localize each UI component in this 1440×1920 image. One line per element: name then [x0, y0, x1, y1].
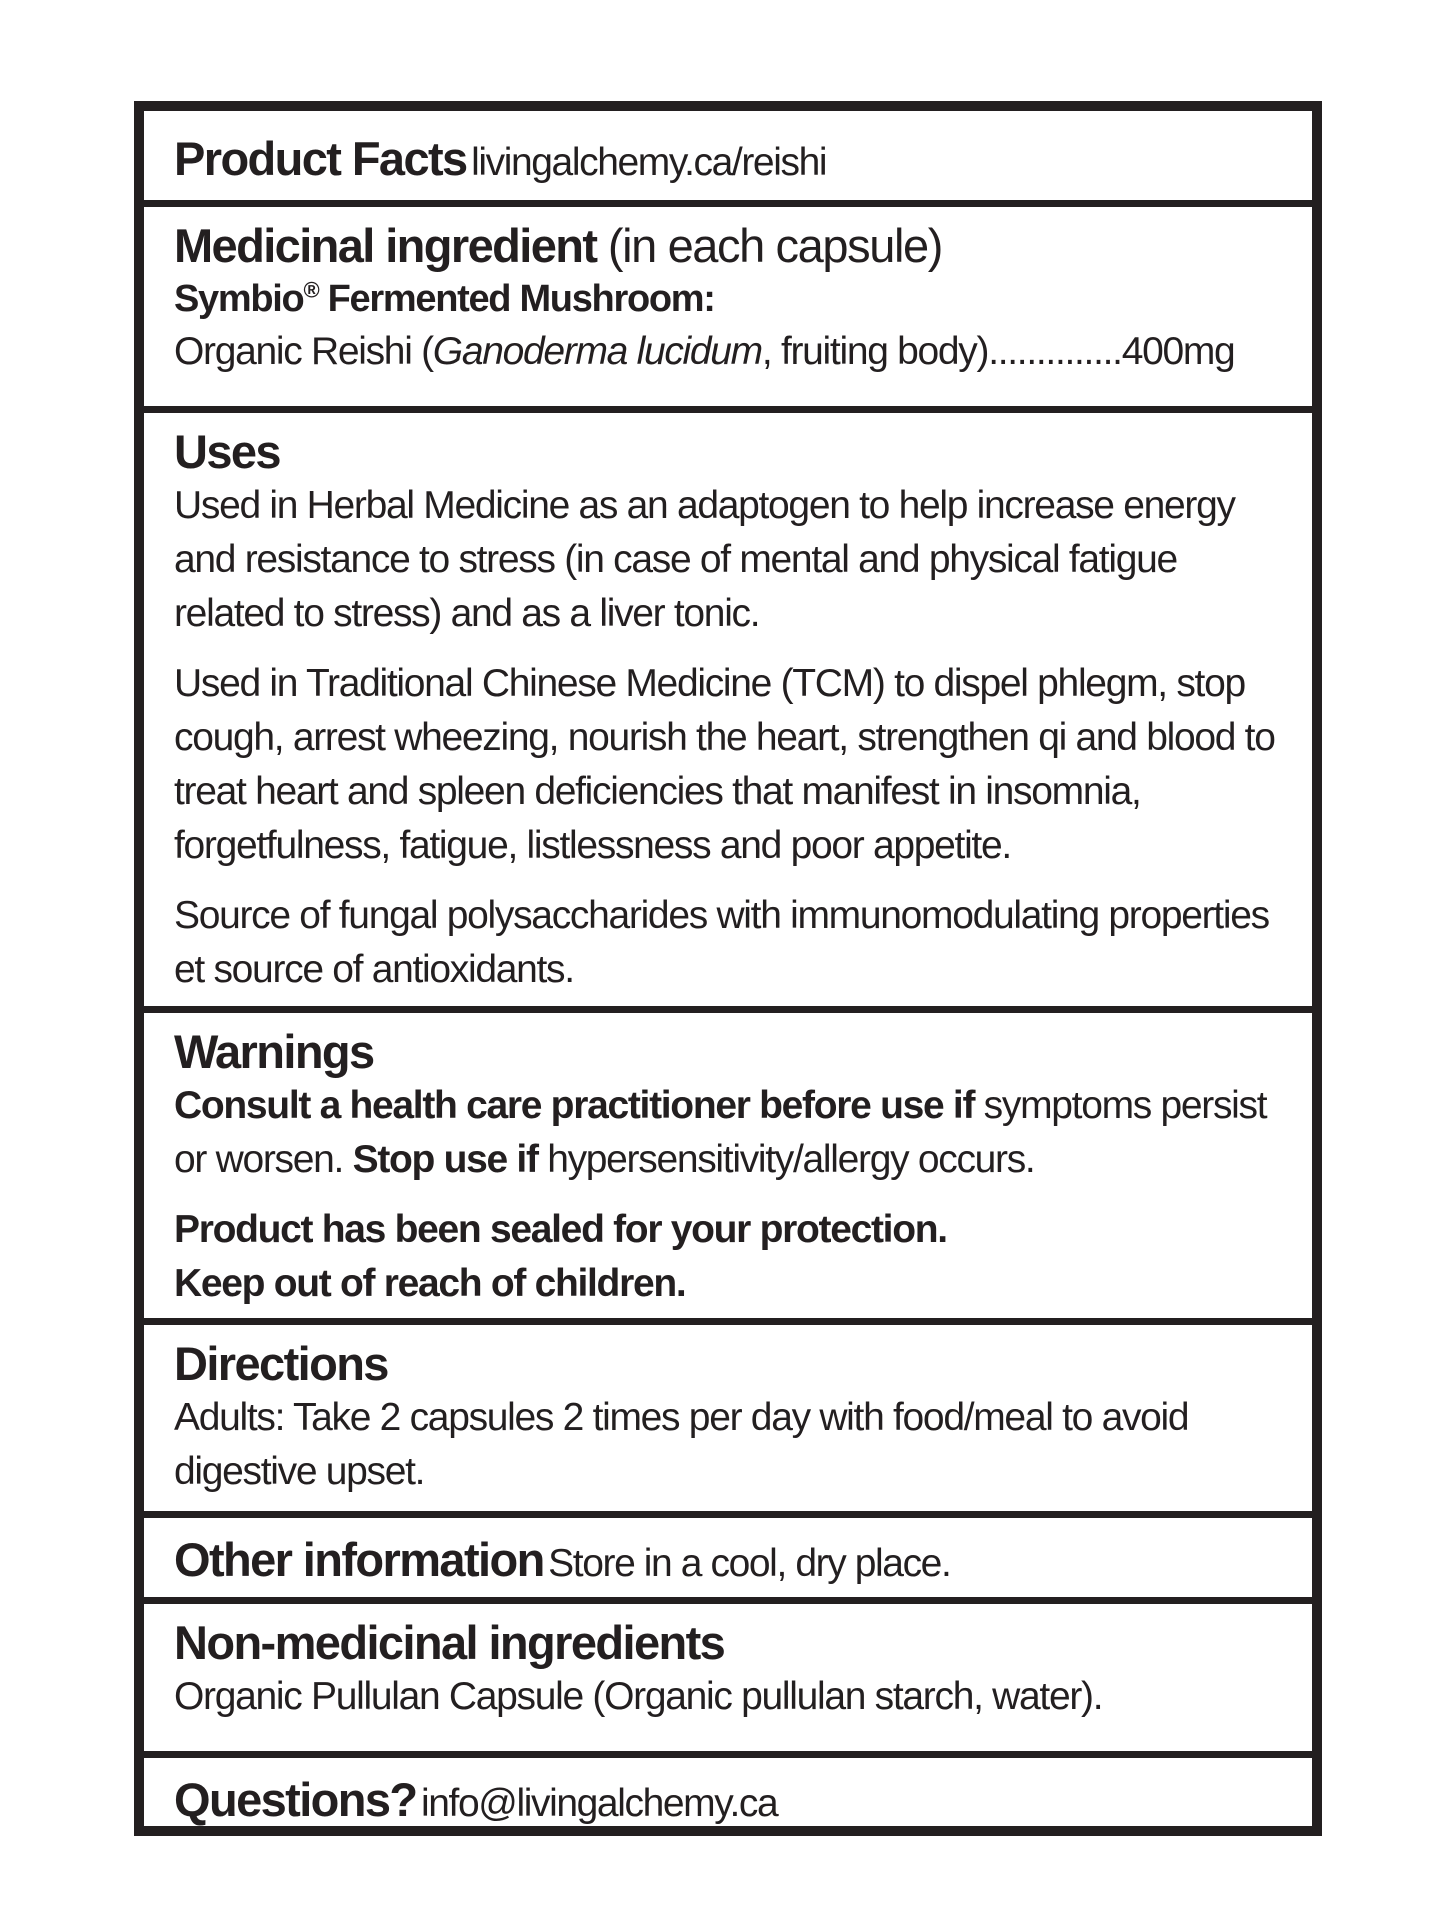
directions-heading: Directions [174, 1337, 388, 1390]
uses-paragraph-3: Source of fungal polysaccharides with immunomodulating properties et source of antioxidants. [174, 894, 1269, 991]
medicinal-heading: Medicinal ingredient [174, 219, 597, 272]
warnings-paragraph [174, 1079, 1288, 1187]
uses-paragraph-1: Used in Herbal Medicine as an adaptogen to help increase energy and resistance to stress (in case of mental and physical fatigue related to stress) and as a liver tonic. [174, 484, 1235, 635]
ingredient-latin-name: Ganoderma lucidum [432, 330, 762, 373]
ingredient-prefix: Organic Reishi ( [174, 330, 433, 373]
medicinal-heading-line [174, 219, 1288, 273]
sealed-line: Product has been sealed for your protection. [174, 1208, 947, 1251]
brand-name: Symbio [174, 278, 304, 320]
children-line: Keep out of reach of children. [174, 1262, 686, 1305]
directions-text: Adults: Take 2 capsules 2 times per day with food/meal to avoid digestive upset. [174, 1396, 1189, 1493]
product-url: livingalchemy.ca/reishi [471, 141, 827, 184]
other-information-heading: Other information [174, 1533, 544, 1586]
warnings-section [144, 1013, 1312, 1325]
product-facts-heading: Product Facts [174, 132, 467, 185]
product-facts-label [134, 101, 1322, 1836]
uses-section [144, 413, 1312, 1013]
ingredient-suffix: , fruiting body)..............400mg [761, 330, 1235, 373]
brand-line [174, 273, 1288, 325]
sealed-notice [174, 1203, 1288, 1311]
stop-rest: hypersensitivity/allergy occurs. [537, 1138, 1035, 1181]
consult-bold: Consult a health care practitioner before use if [174, 1084, 975, 1127]
questions-section [144, 1758, 1312, 1826]
ingredient-line [174, 325, 1288, 379]
directions-section [144, 1325, 1312, 1518]
stop-bold: Stop use if [352, 1138, 538, 1181]
medicinal-heading-note: (in each capsule) [607, 219, 942, 272]
other-information-text: Store in a cool, dry place. [548, 1542, 951, 1585]
questions-email: info@livingalchemy.ca [420, 1782, 778, 1825]
consult-rest: symptoms persist or worsen. [174, 1084, 1267, 1181]
non-medicinal-text: Organic Pullulan Capsule (Organic pullulan starch, water). [174, 1675, 1103, 1718]
questions-heading: Questions? [174, 1773, 417, 1826]
product-facts-section [144, 111, 1312, 207]
uses-heading: Uses [174, 425, 280, 478]
medicinal-ingredient-section [144, 207, 1312, 413]
warnings-heading: Warnings [174, 1025, 374, 1078]
non-medicinal-section [144, 1604, 1312, 1758]
registered-mark: ® [303, 277, 319, 303]
uses-paragraph-2: Used in Traditional Chinese Medicine (TCM) to dispel phlegm, stop cough, arrest wheezing, nourish the heart, strengthen qi and blood to treat heart and spleen deficiencies that manifest in insomnia, forgetfulness, fatigue, listlessness and poor appetite. [174, 662, 1275, 867]
brand-rest: Fermented Mushroom: [318, 278, 715, 320]
other-information-section [144, 1518, 1312, 1604]
non-medicinal-heading: Non-medicinal ingredients [174, 1616, 725, 1669]
